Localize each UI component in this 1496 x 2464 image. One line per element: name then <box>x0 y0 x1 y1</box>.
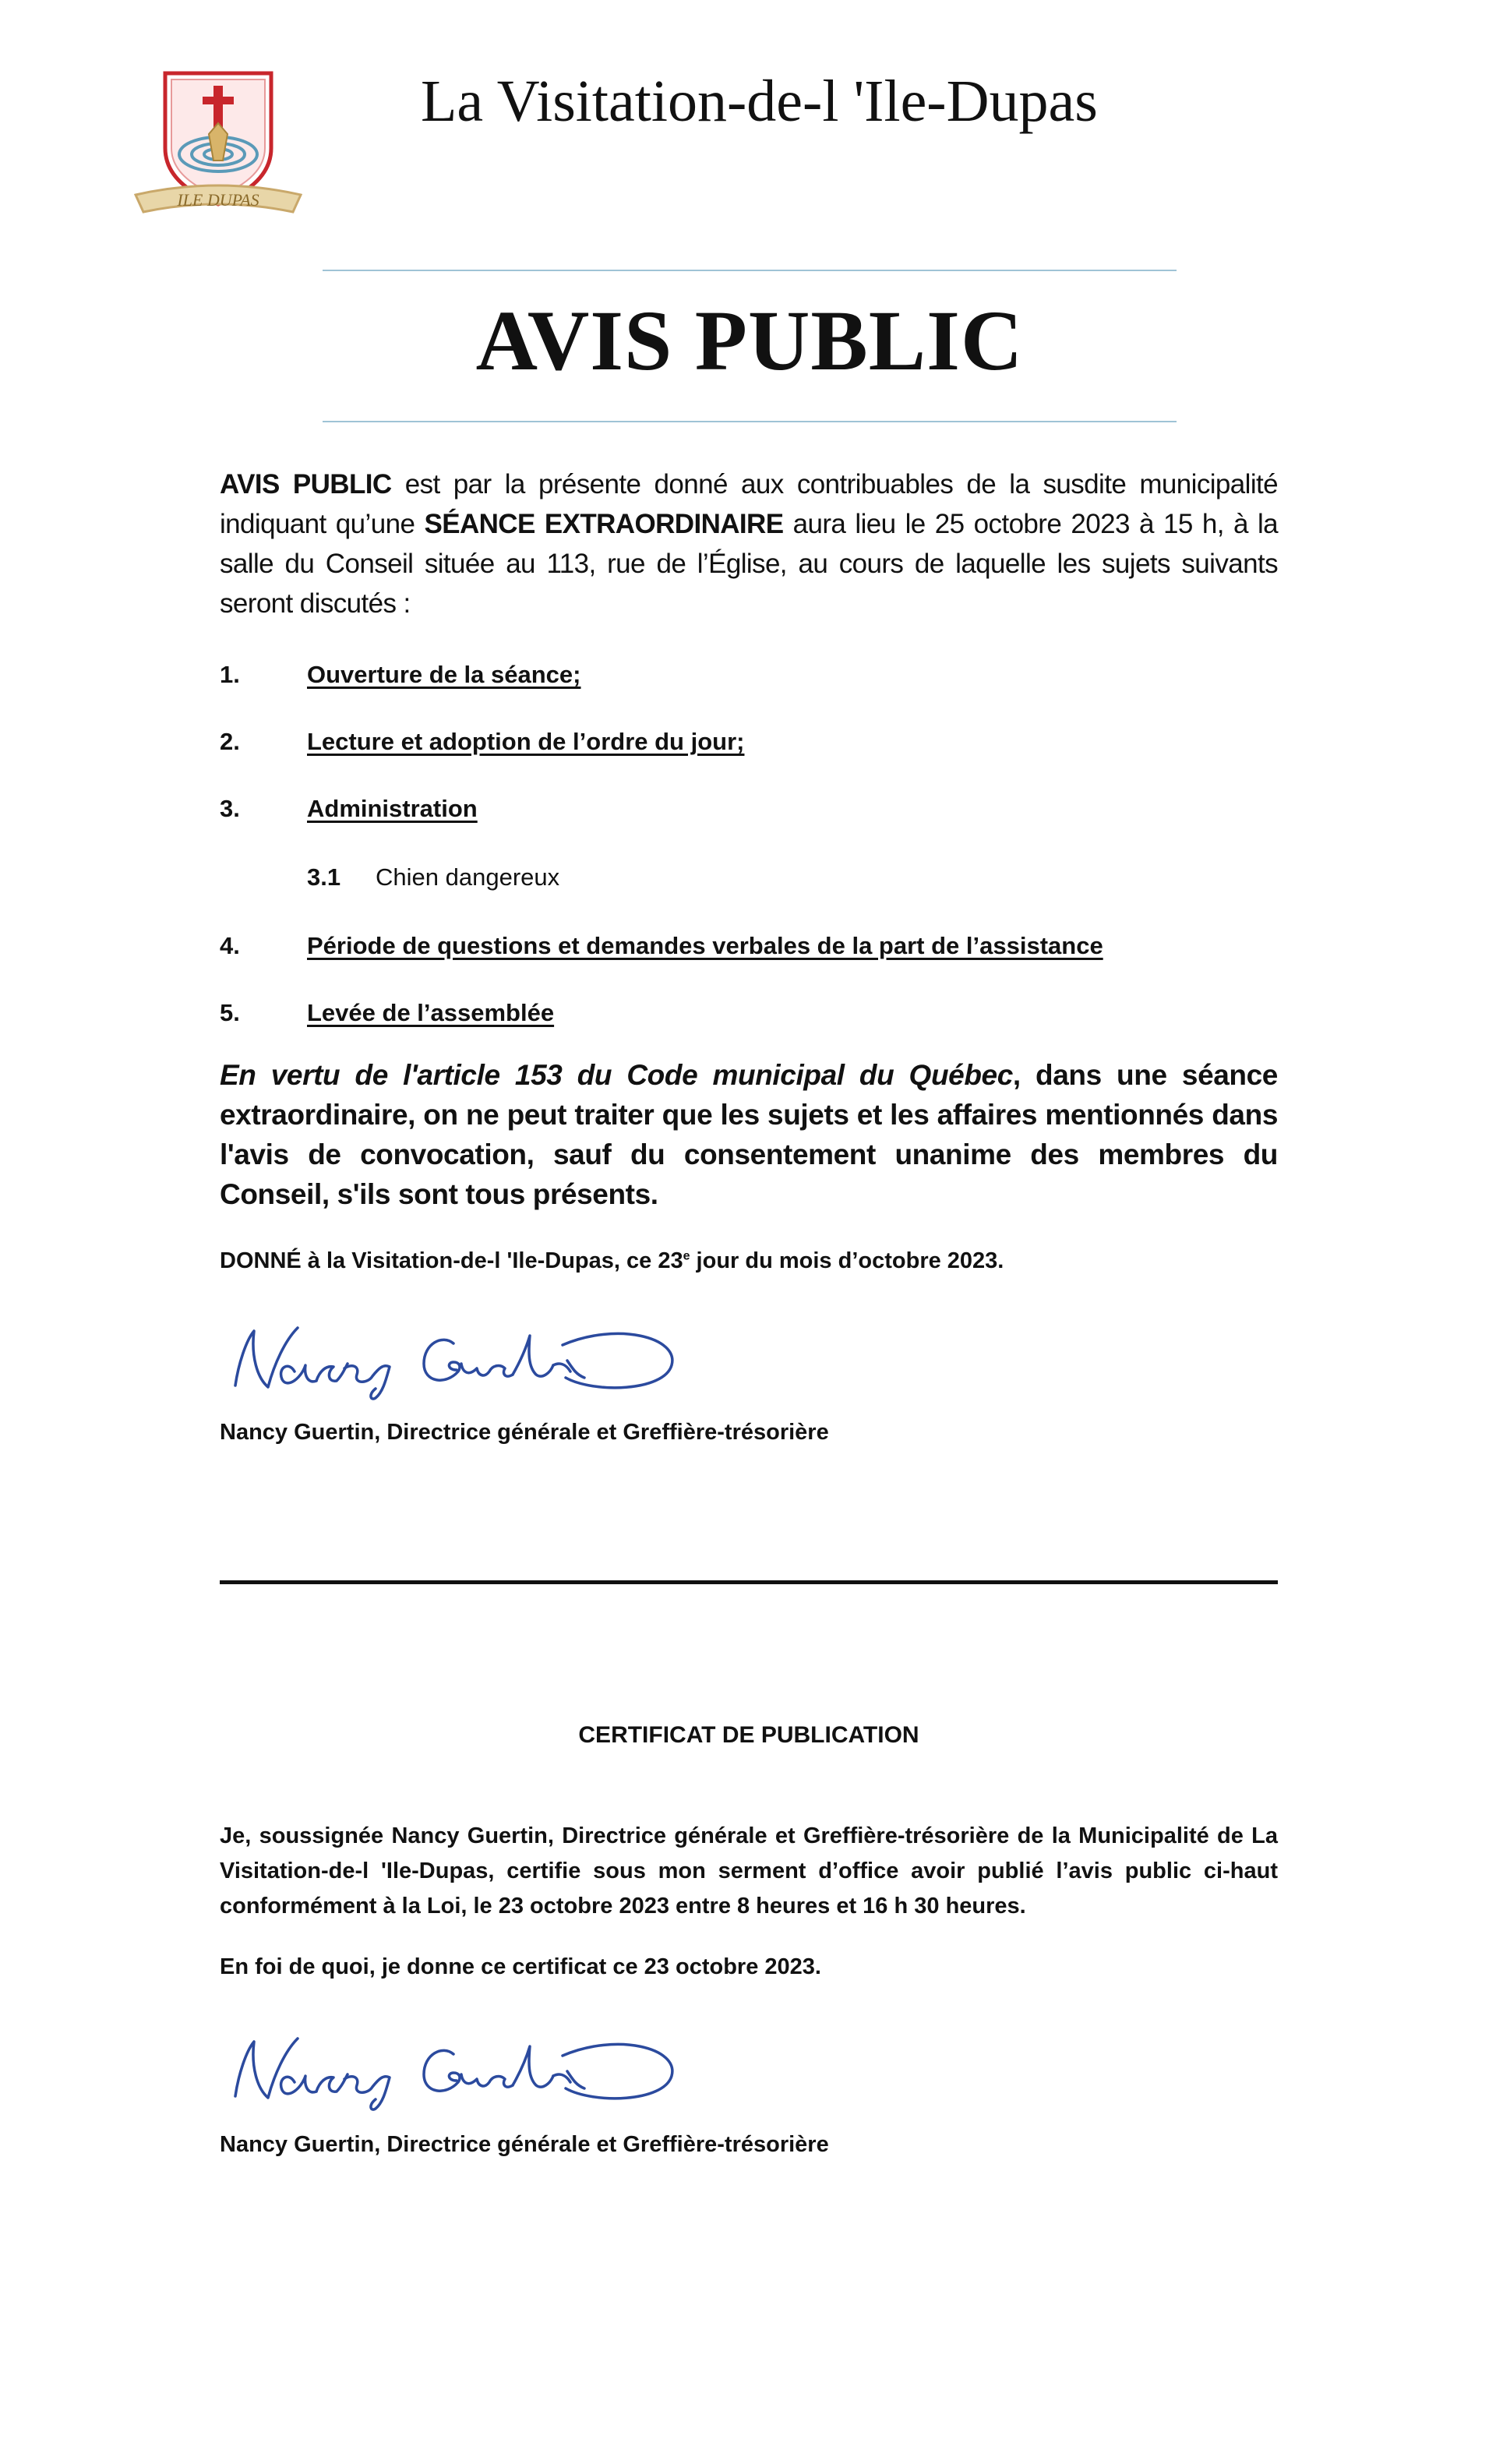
intro-text-2: aura lieu le 25 octobre 2023 à 15 h, à la salle du Conseil située au 113, rue de l’Église, au cours de laquelle les sujets suivants seront discutés : <box>220 509 1278 619</box>
given-superscript: e <box>683 1249 690 1263</box>
given-text-after: jour du mois d’octobre 2023. <box>690 1248 1004 1273</box>
section-divider <box>220 1580 1278 1584</box>
intro-meeting-type: SÉANCE EXTRAORDINAIRE <box>424 509 784 539</box>
certificate-title: CERTIFICAT DE PUBLICATION <box>578 1722 919 1748</box>
agenda-item <box>220 728 744 756</box>
legal-paragraph <box>220 1055 1278 1214</box>
municipality-name: La Visitation-de-l 'Ile-Dupas <box>421 69 1098 134</box>
notice-intro-paragraph <box>220 464 1278 623</box>
agenda-item-number: 1. <box>220 661 240 688</box>
agenda-item-label: Lecture et adoption de l’ordre du jour; <box>307 728 745 755</box>
intro-lead: AVIS PUBLIC <box>220 469 392 500</box>
given-date-line <box>220 1248 1004 1274</box>
agenda-item <box>220 661 581 689</box>
handwritten-signature <box>220 2028 687 2113</box>
agenda-item-label: Administration <box>307 795 478 822</box>
agenda-item-number: 2. <box>220 728 240 755</box>
intro-text-1: est par la présente donné aux contribuables de la susdite municipalité indiquant qu’une <box>220 469 1278 539</box>
agenda-item-number: 4. <box>220 932 240 959</box>
agenda-sub-item-label: Chien dangereux <box>376 863 560 891</box>
certificate-signer-name-title: Nancy Guertin, Directrice générale et Greffière-trésorière <box>220 2132 829 2157</box>
agenda-item <box>220 795 478 823</box>
agenda-item <box>220 999 554 1027</box>
signer-name-title: Nancy Guertin, Directrice générale et Greffière-trésorière <box>220 1420 829 1445</box>
notice-title: AVIS PUBLIC <box>475 293 1024 388</box>
title-rule-top <box>323 270 1177 271</box>
certificate-foi-line: En foi de quoi, je donne ce certificat ce 23 octobre 2023. <box>220 1954 821 1979</box>
agenda-item-number: 3. <box>220 795 240 822</box>
agenda-item-number: 5. <box>220 999 240 1026</box>
agenda-sub-item-number: 3.1 <box>307 863 341 891</box>
certificate-text: Je, soussignée Nancy Guertin, Directrice générale et Greffière-trésorière de la Municipalité de La Visitation-de-l 'Ile-Dupas, certifie sous mon serment d’office avoir publié l’avis public ci-haut conformément à la Loi, le 23 octobre 2023 entre 8 heures et 16 h 30 heures. <box>220 1823 1278 1919</box>
agenda-sub-item <box>307 863 559 891</box>
agenda-item-label: Ouverture de la séance; <box>307 661 581 688</box>
agenda-item-label: Levée de l’assemblée <box>307 999 555 1026</box>
handwritten-signature <box>220 1317 687 1403</box>
agenda-item <box>220 932 1103 960</box>
title-rule-bottom <box>323 421 1177 422</box>
legal-text: , dans une séance extraordinaire, on ne peut traiter que les sujets et les affaires mentionnés dans l'avis de convocation, sauf du consentement unanime des membres du Conseil, s'ils sont tous présents. <box>220 1059 1278 1210</box>
crest-banner-text: ILE DUPAS <box>177 190 259 210</box>
legal-reference: En vertu de l'article 153 du Code municipal du Québec <box>220 1059 1013 1091</box>
agenda-item-label: Période de questions et demandes verbales de la part de l’assistance <box>307 932 1103 959</box>
municipal-crest-logo <box>131 67 305 220</box>
given-text-before: DONNÉ à la Visitation-de-l 'Ile-Dupas, ce 23 <box>220 1248 683 1273</box>
